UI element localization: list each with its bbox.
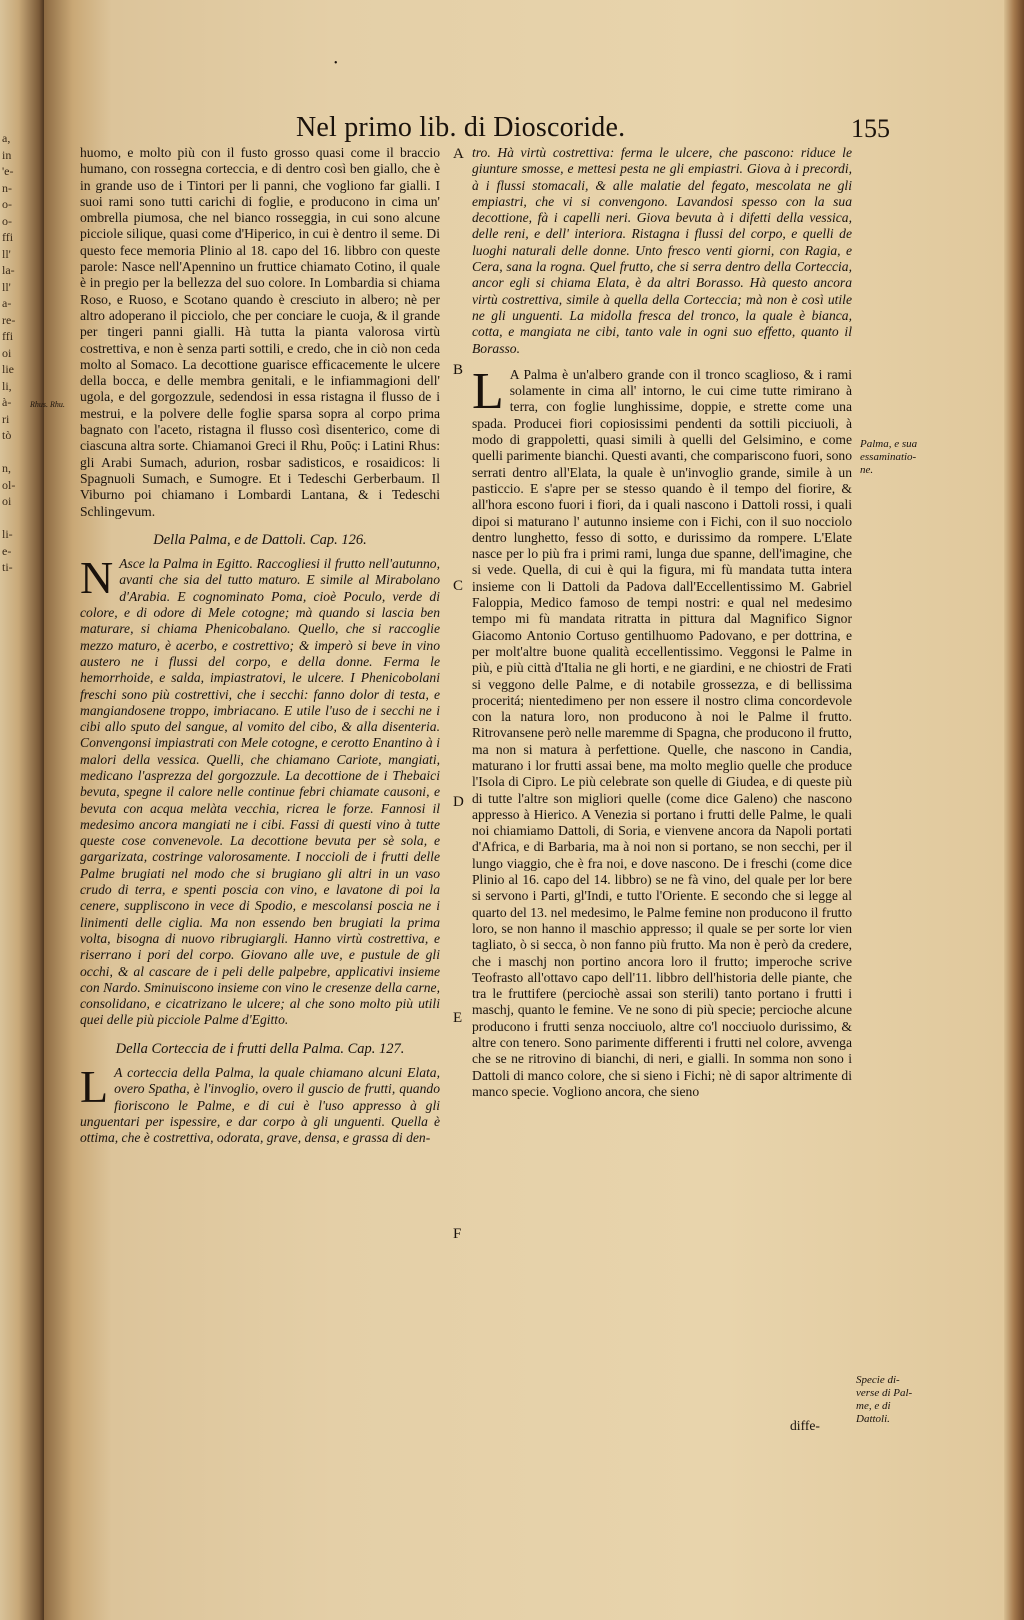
gutter-fragment: re- bbox=[2, 312, 16, 327]
chapter-127-text bbox=[80, 1061, 440, 1146]
left-intro-text: huomo, e molto più con il fusto grosso quasi come il braccio humano, con rossegna corteccia, e di dentro così ben giallo, che è in grande uso de i Tintori per li panni, che vogliono far gialli. I suoi rami sono tutti carichi di foglie, e producono in cima un' ombrella piumosa, che nel bianco rosseggia, in cui sono alcune picciole silique, quasi come d'Hiperico, in cui è dentro il seme. Di questo fece memoria Plinio al 18. capo del 16. libbro con queste parole: Nasce nell'Apennino un fruttice chiamato Cotino, il quale è in pregio per la bellezza del suo colore. In Lombardia si chiama Roso, e Ruoso, e Scotano quando è cresciuto in albero; nè per altro adoperano il picciolo, che per conciare le cuoja, & il grande per tingeri panni gialli. Hà tutta la pianta valorosa virtù costrettiva, e non è senza parti sottili, e credo, che in ciò non ceda molto al Somaco. La decottione guarisce efficacemente le ulcere della bocca, e delle membra genitali, e le infiammagioni dell' ugola, e del gorgozzule, sedendosi in essa ristagna il flusso de i mestrui, e la polvere delle foglie sparsa sopra al corpo prima bagnato con l'aceto, ristagna il flusso così disenterico, come di ciascuna altra sorte. Chiamanoi Greci il Rhu, Ροῦς: i Latini Rhus: gli Arabi Sumach, adurion, rosbar sadisticos, e rosaidicos: li Spagnuoli Sumach, e Sumogre. Et i Tedeschi Gerberbaum. Il Viburno poi chiamano i Lombardi Lantana, & i Tedeschi Schlingevum. bbox=[80, 145, 440, 519]
gutter-fragment: ol- bbox=[2, 477, 16, 492]
gutter-fragment bbox=[2, 444, 24, 461]
right-column bbox=[472, 145, 852, 1100]
gutter-fragment: la- bbox=[2, 263, 15, 277]
chapter-127-heading: Della Corteccia de i frutti della Palma. Cap. 127. bbox=[115, 1040, 405, 1057]
commentary-text bbox=[472, 362, 852, 1100]
gutter-fragment: li, bbox=[2, 378, 12, 393]
gutter-fragment: ffi bbox=[2, 329, 14, 343]
right-page-edge bbox=[1004, 0, 1024, 1620]
left-page-edge bbox=[0, 0, 46, 1620]
gutter-fragment: o- bbox=[2, 197, 12, 211]
chapter-127-body: A corteccia della Palma, la quale chiamano alcuni Elata, overo Spatha, è l'invoglio, overo il guscio de frutti, quando fioriscono le Palme, e di cui è l'uso appresso à gli unguentari per ispessire, e dar corpo à gli unguenti. Quella è ottima, che è costrettiva, odorata, grave, densa, e grassa di den- bbox=[80, 1065, 440, 1146]
gutter-fragment: à- bbox=[2, 395, 12, 409]
margin-note-specie: Specie di-verse di Pal-me, e di Dattoli. bbox=[856, 1374, 913, 1425]
page-number: 155 bbox=[851, 114, 890, 143]
gutter-fragment: li- bbox=[2, 527, 13, 541]
gutter-fragment: 'e- bbox=[2, 164, 14, 178]
gutter-fragment: ll' bbox=[2, 246, 11, 261]
gutter-fragment: ti- bbox=[2, 560, 13, 574]
margin-note-palma: Palma, e sua essaminatio-ne. bbox=[860, 438, 918, 476]
dropcap-l: L bbox=[80, 1061, 109, 1113]
section-letter-f: F bbox=[453, 1226, 462, 1242]
left-page-fragments bbox=[2, 130, 24, 576]
left-column bbox=[80, 145, 440, 1147]
gutter-fragment: n, bbox=[2, 461, 11, 475]
gutter-fragment bbox=[2, 510, 24, 527]
gutter-fragment: a, bbox=[2, 131, 11, 145]
dropcap-n: N bbox=[80, 552, 114, 604]
margin-note-left: Rhus. Rhu. bbox=[30, 400, 65, 409]
section-letter-e: E bbox=[453, 1010, 463, 1026]
gutter-fragment: lie bbox=[2, 362, 14, 376]
chapter-126-heading: Della Palma, e de Dattoli. Cap. 126. bbox=[153, 531, 367, 548]
gutter-fragment: oi bbox=[2, 345, 12, 360]
header-title: Nel primo lib. di Dioscoride. bbox=[296, 112, 626, 143]
gutter-fragment: n- bbox=[2, 180, 12, 195]
gutter-fragment: ll' bbox=[2, 279, 11, 294]
gutter-fragment: ffi bbox=[2, 230, 14, 244]
gutter-fragment: oi bbox=[2, 494, 12, 508]
section-letter-a: A bbox=[453, 146, 464, 162]
section-letter-b: B bbox=[453, 362, 464, 378]
section-letter-d: D bbox=[453, 794, 464, 810]
chapter-126-text bbox=[80, 552, 440, 1029]
gutter-fragment: a- bbox=[2, 296, 12, 310]
catchword: diffe- bbox=[790, 1418, 820, 1433]
right-intro-text: tro. Hà virtù costrettiva: ferma le ulcere, che pascono: riduce le giunture smosse, e mettesi pesta ne gli empiastri. Giova à i precordi, à i flussi stomacali, & alle malatie del fegato, mescolata ne gli empiastri, che vi si convengono. Lavandosi spesso con la sua decottione, fà i capelli neri. Giova bevuta à i difetti della vessica, delle reni, e dell' interiora. Ristagna i flussi del corpo, e quelli de luoghi naturali delle donne. Unto fresco venti giorni, con Ragia, e Cera, sana la rogna. Quel frutto, che si serra dentro della Corteccia, ancor egli si chiama Elata, è da altri Borasso. Hà questo ancora virtù costrettiva, simile à quella della Corteccia; mà non è così utile ne gli unguenti. La midolla fresca del tronco, la quale è bianca, cotta, e mangiata ne cibi, tanto vale in ogni suo effetto, quanto il Borasso. bbox=[472, 145, 852, 356]
gutter-fragment: tò bbox=[2, 428, 12, 442]
gutter-fragment: in bbox=[2, 147, 12, 162]
gutter-fragment: ri bbox=[2, 411, 10, 426]
section-letter-c: C bbox=[453, 578, 464, 594]
chapter-126-body: Asce la Palma in Egitto. Raccogliesi il frutto nell'autunno, avanti che sia del tutto maturo. E simile al Mirabolano d'Arabia. E cognominato Poma, cioè Poculo, verde di colore, e di odore di Mele cotogne; mà quando si lascia ben maturare, si chiama Phenicobalano. Quello, che si raccoglie mezzo maturo, è acerbo, e costrettivo; & imperò si beve in vino austero ne i flussi del corpo, e della donne. Ferma le hemorrhoide, e salda, impiastratovi, le ulcere. I Phenicobolani freschi sono più costrettivi, che i secchi: fanno dolor di testa, e mangiandosene troppo, imbriacano. E utile l'uso de i secchi ne i cibi allo sputo del sangue, al vomito del cibo, & alla disenteria. Convengonsi impiastrati con Mele cotogne, e cerotto Enantino à i malori della vessica. Quelli, che chiamano Cariote, mangiati, medicano l'asprezza del gorgozzule. La decottione de i Thebaici bevuta, spegne il calore nelle continue febri chiamate causoni, e bevuta con acqua melàta vecchia, ricrea le forze. Fannosi il medesimo ancora mangiati ne i cibi. Fassi di questi vino à tutte queste cose convenevole. La decottione bevuta per sè sola, e gargarizata, costringe valorosamente. I noccioli de i frutti delle Palme brugiati nel modo che si brugiano gli altri in un vaso crudo di terra, e spenti poscia con vino, e lavatone di poi la cenere, suppliscono in vece di Spodio, e mescolansi poscia ne i linimenti delle ciglia. Ma non essendo ben brugiati la prima volta, bisogna di nuovo ribrugiargli. Hanno virtù costrettiva, e riserrano i pori del corpo. Giovano alle uve, e pustule de gli occhi, & al cascare de i peli delle palpebre, applicativi insieme con Nardo. Sminuiscono insieme con vino le cresenze della carne, consolidano, e cicatrizano le ulcere; al che sono molto più utili quei delle più picciole Palme d'Egitto. bbox=[80, 556, 440, 1028]
ornament-mark: • bbox=[334, 58, 338, 69]
dropcap-commentary: L bbox=[472, 362, 504, 420]
commentary-body: A Palma è un'albero grande con il tronco scaglioso, & i rami solamente in cima all' intorno, le cui cime tutte rimirano à terra, con foglie lunghissime, doppie, e strette come una spada. Producei fiori copiosissimi pendenti da sottili picciuoli, à modo di grappoletti, quasi simili à quelli del Gelsimino, e come quelli parimente bianchi. Questi avanti, che compariscono fuori, sono serrati dentro all'Elata, la quale è un'invoglio grande, simile à un pasticcio. E s'apre per se stesso quando è il tempo del fiorire, & all'hora escono fuori i fiori, da i quali nascono i Dattoli rossi, i quali dipoi si maturano l' autunno insieme con i Fichi, con il suo nocciolo dentro lunghetto, fesso di sotto, e durissimo da rompere. L'Elate nasce per lo più fra i primi rami, lunga due spanne, dell'imagine, che si vede. Quella, di cui è qui la figura, mi fù mandata tutta intera insieme con li Dattoli da Padova dall'Eccellentissimo M. Gabriel Faloppia, Medico famoso de tempi nostri: e qual nel medesimo tempo mi fù mandata ritratta in pittura dal Magnifico Signor Giacomo Antonio Cortuso gentilhuomo Padovano, e per dottrina, e per molt'altre buone qualità eccellentissimo. Veggonsi le Palme in più, e più città d'Italia ne gli horti, e ne giardini, e ne chiostri de Frati si veggono delle Palme, e di notabile grossezza, e di bellissima proceritá; nientedimeno per non essere il nostro clima concordevole con la natura loro, non producono à noi le Palme il frutto. Ritrovansene però nelle maremme di Spagna, che producono il frutto, ma non si matura à perfettione. Quelle, che nascono in Candia, maturano i lor frutti assai bene, ma molto meglio quelle che produce l'Isola di Cipro. Le più celebrate son quelle di Giudea, e di queste più di tutte l'altre son migliori quelle (come dice Galeno) che nascono appresso à Hierico. A Venezia si portano i frutti delle Palme, le quali noi chiamiamo Dattoli, di Soria, e vienvene ancora da Napoli portati d'Africa, e di Barbaria, ma à noi non si portano, se non secchi, per il lungo viaggio, che è fra noi, e dove nascono. De i freschi (come dice Plinio al 16. capo del 14. libbro) se ne fà vino, del quale per lor bere si servono i Parti, gl'Indi, e tutto l'Oriente. E secondo che si legge al quarto del 13. nel medesimo, le Palme femine non producono il frutto loro, se non hanno il maschio appresso; il quale se per sorte lor vien tagliato, ò si secca, ò non fanno più frutto. Ma non è però da credere, che i maschj non portino ancora loro il frutto; imperoche scrive Teofrasto all'ottavo capo dell'11. libbro dell'historia delle piante, che tra le fruttifere (perciochè assai son sterili) tanto portano i frutti i maschj, quanto le femine. Ve ne sono di più specie; percioche alcune producono i frutti senza nocciuolo, altre co'l nocciuolo durissimo, & altre con tenero. Sono parimente differenti i frutti nel colore, avvenga che se ne ritrovino di bianchi, di neri, e gialli. In somma non sono i Dattoli di manco colore, che si sieno i Fichi; nè di sapor altrimente di manco specie. Vogliono ancora, che sieno bbox=[472, 366, 852, 1099]
running-header bbox=[250, 112, 890, 146]
gutter-fragment: e- bbox=[2, 543, 12, 558]
gutter-fragment: o- bbox=[2, 213, 12, 228]
